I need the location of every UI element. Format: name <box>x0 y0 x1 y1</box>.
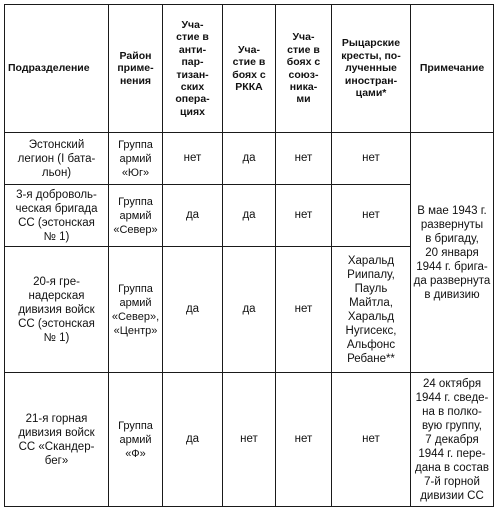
header-unit: Подразделение <box>5 5 109 133</box>
cell-knights: Харальд Риипалу, Пауль Майтла, Харальд Нугисекс, Альфонс Ребане** <box>332 247 411 373</box>
cell-knights: нет <box>332 133 411 185</box>
cell-knights: нет <box>332 185 411 247</box>
cell-partisan: да <box>163 373 223 507</box>
cell-allies: нет <box>276 185 332 247</box>
cell-allies: нет <box>276 247 332 373</box>
cell-partisan: да <box>163 247 223 373</box>
cell-allies: нет <box>276 133 332 185</box>
table-row <box>5 373 494 507</box>
cell-area: Группа армий «Север», «Центр» <box>109 247 163 373</box>
header-partisan: Уча- стие в анти- пар- тизан- ских опера- циях <box>163 5 223 133</box>
header-row <box>5 5 494 133</box>
cell-unit: 21-я горная дивизия войск СС «Скандер- бег» <box>5 373 109 507</box>
cell-unit: 3-я доброволь- ческая бригада СС (эстонская № 1) <box>5 185 109 247</box>
header-knights: Рыцарские кресты, по- лученные иностран- цами* <box>332 5 411 133</box>
cell-rkka: нет <box>223 373 276 507</box>
cell-rkka: да <box>223 247 276 373</box>
cell-partisan: нет <box>163 133 223 185</box>
header-note: Примечание <box>411 5 494 133</box>
cell-partisan: да <box>163 185 223 247</box>
header-rkka: Уча- стие в боях с РККА <box>223 5 276 133</box>
data-table <box>4 4 494 507</box>
header-allies: Уча- стие в боях с союз- ника- ми <box>276 5 332 133</box>
cell-area: Группа армий «Север» <box>109 185 163 247</box>
cell-rkka: да <box>223 185 276 247</box>
cell-note: 24 октября 1944 г. сведе- на в полко- вую группу, 7 декабря 1944 г. пере- дана в состав 7-й горной дивизии СС <box>411 373 494 507</box>
header-area: Район приме- нения <box>109 5 163 133</box>
cell-knights: нет <box>332 373 411 507</box>
table-row <box>5 133 494 185</box>
cell-area: Группа армий «Ф» <box>109 373 163 507</box>
cell-area: Группа армий «Юг» <box>109 133 163 185</box>
cell-unit: 20-я гре- надерская дивизия войск СС (эстонская № 1) <box>5 247 109 373</box>
cell-note-merged: В мае 1943 г. развернуты в бригаду, 20 января 1944 г. брига- да развернута в дивизию <box>411 133 494 373</box>
cell-unit: Эстонский легион (I бата- льон) <box>5 133 109 185</box>
cell-rkka: да <box>223 133 276 185</box>
cell-allies: нет <box>276 373 332 507</box>
